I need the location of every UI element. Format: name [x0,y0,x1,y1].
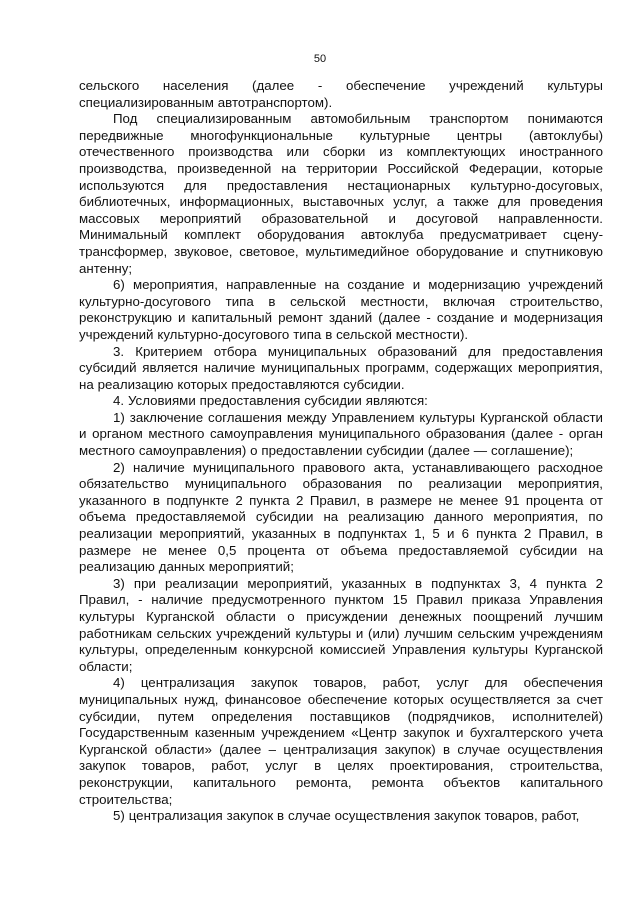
paragraph-section-4-heading: 4. Условиями предоставления субсидии являются: [113,393,428,409]
paragraph-condition-4: 4) централизация закупок товаров, работ, услуг для обеспечения муниципальных нужд, финансовое обеспечение которых осуществляется за счет субсидии, путем определения поставщиков (подрядчиков, исполнителей) Государственным казенным учреждением «Центр закупок и бухгалтерского учета Курганской области» (далее – централизация закупок) в случае осуществления закупок товаров, работ, услуг в целях проектирования, строительства, реконструкции, капитального ремонта, ремонта объектов капитального строительства; [79,675,603,807]
paragraph-condition-2: 2) наличие муниципального правового акта, устанавливающего расходное обязательство муниципального образования по реализации мероприятия, указанного в подпункте 2 пункта 2 Правил, в размере не менее 91 процента от объема предоставляемой субсидии на реализацию данного мероприятия, по реализации мероприятий, указанных в подпунктах 1, 5 и 6 пункта 2 Правил, в размере не менее 0,5 процента от объема предоставляемой субсидии на реализацию данных мероприятий; [79,459,603,575]
paragraph-condition-1: 1) заключение соглашения между Управлением культуры Курганской области и органом местного самоуправления муниципального образования (далее - орган местного самоуправления) о предоставлении субсидии (далее — соглашение); [79,409,603,459]
body-text [79,78,603,825]
paragraph-condition-5: 5) централизация закупок в случае осуществления закупок товаров, работ, [113,808,580,824]
paragraph-item-6: 6) мероприятия, направленные на создание и модернизацию учреждений культурно-досугового типа в сельской местности, включая строительство, реконструкцию и капитальный ремонт зданий (далее - создание и модернизация учреждений культурно-досугового типа в сельской местности). [79,277,603,342]
paragraph-section-3: 3. Критерием отбора муниципальных образований для предоставления субсидий является наличие муниципальных программ, содержащих мероприятия, на реализацию которых предоставляются субсидии. [79,343,603,392]
paragraph-vehicle-definition: Под специализированным автомобильным транспортом понимаются передвижные многофункциональные культурные центры (автоклубы) отечественного производства или сборки из комплектующих иностранного производства, произведенной на территории Российской Федерации, которые используются для предоставления нестационарных культурно-досуговых, библиотечных, информационных, выставочных услуг, а также для проведения массовых мероприятий образовательной и досуговой направленности. Минимальный комплект оборудования автоклуба предусматривает сцену-трансформер, звуковое, световое, мультимедийное оборудование и спутниковую антенну; [79,111,603,276]
paragraph-intro-continuation: сельского населения (далее - обеспечение учреждений культуры специализированным автотранспортом). [79,78,603,110]
paragraph-condition-3: 3) при реализации мероприятий, указанных в подпунктах 3, 4 пункта 2 Правил, - наличие предусмотренного пунктом 15 Правил приказа Управления культуры Курганской области о присуждении денежных поощрений лучшим работникам сельских учреждений культуры и (или) лучшим сельским учреждениям культуры, определенным конкурсной комиссией Управления культуры Курганской области; [79,575,603,674]
page-number: 50 [313,53,327,65]
